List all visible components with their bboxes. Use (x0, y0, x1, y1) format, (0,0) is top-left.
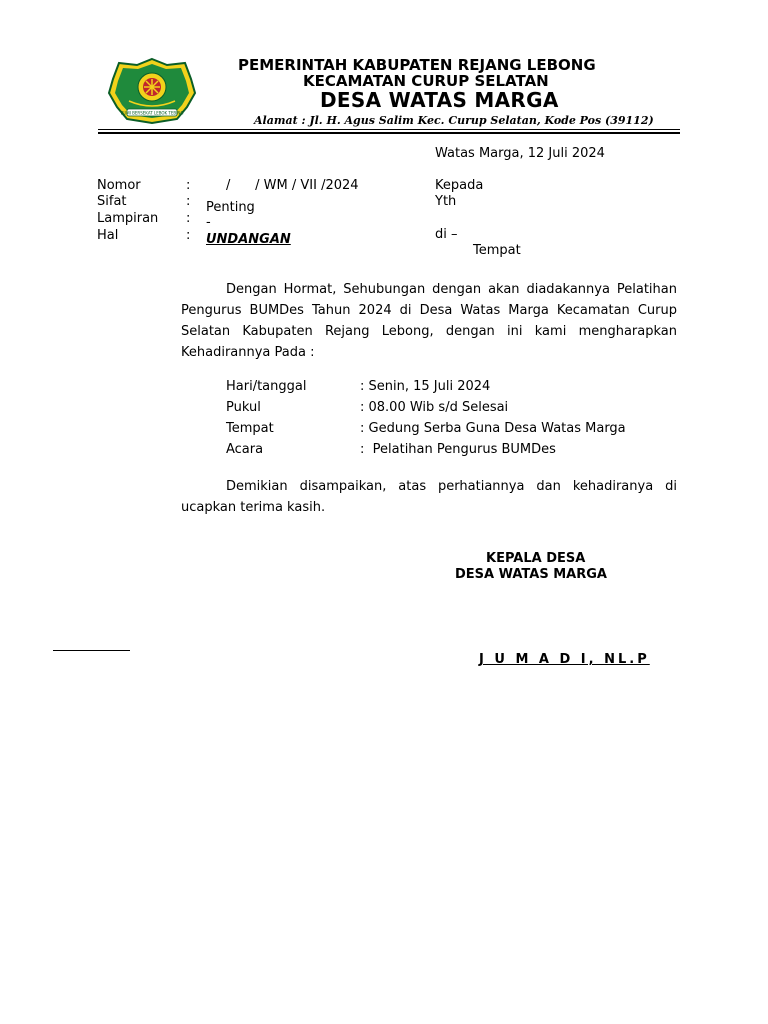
detail-label-pukul: Pukul (226, 400, 261, 415)
signature-name: J U M A D I, NL.P (479, 652, 650, 667)
hal-label: Hal (97, 228, 119, 243)
letterhead-rule-thick (98, 132, 680, 134)
closing-text: Demikian disampaikan, atas perhatiannya dan kehadiranya di ucapkan terima kasih. (181, 479, 677, 515)
letterhead-line-village: DESA WATAS MARGA (320, 88, 559, 112)
sifat-value: Penting (206, 200, 255, 215)
lampiran-value: - (206, 215, 211, 230)
recipient-tempat: Tempat (473, 243, 521, 258)
letterhead-address: Alamat : Jl. H. Agus Salim Kec. Curup Selatan, Kode Pos (39112) (254, 114, 654, 127)
letter-date: Watas Marga, 12 Juli 2024 (435, 146, 605, 161)
detail-value-pukul: : 08.00 Wib s/d Selesai (360, 400, 509, 415)
letterhead-line-regency: PEMERINTAH KABUPATEN REJANG LEBONG (238, 56, 596, 74)
signature-title-kepala: KEPALA DESA (486, 551, 586, 566)
hal-colon: : (186, 228, 191, 243)
nomor-colon: : (186, 178, 191, 193)
logo-motto: BUMI BERSEKAT LEBOK TEBING (120, 110, 184, 116)
detail-value-tempat: : Gedung Serba Guna Desa Watas Marga (360, 421, 626, 436)
nomor-label: Nomor (97, 178, 141, 193)
letterhead-line-district: KECAMATAN CURUP SELATAN (303, 72, 549, 90)
nomor-value: / / WM / VII /2024 (226, 178, 359, 193)
lampiran-label: Lampiran (97, 211, 159, 226)
detail-value-hari: : Senin, 15 Juli 2024 (360, 379, 491, 394)
hal-value-undangan: UNDANGAN (206, 232, 291, 247)
detail-label-acara: Acara (226, 442, 264, 457)
signature-title-desa: DESA WATAS MARGA (455, 567, 607, 582)
sifat-colon: : (186, 194, 191, 209)
opening-text: Dengan Hormat, Sehubungan dengan akan diadakannya Pelatihan Pengurus BUMDes Tahun 2024 di Desa Watas Marga Kecamatan Curup Selatan Kabupaten Rejang Lebong, dengan ini kami mengharapkan Kehadirannya Pada : (181, 282, 677, 360)
detail-value-acara: : Pelatihan Pengurus BUMDes (360, 442, 556, 457)
village-emblem-logo (107, 57, 197, 125)
left-divider-line (53, 650, 130, 651)
closing-paragraph (181, 476, 677, 518)
sifat-label: Sifat (97, 194, 127, 209)
recipient-di: di – (435, 227, 458, 242)
detail-label-tempat: Tempat (226, 421, 274, 436)
detail-label-hari: Hari/tanggal (226, 379, 307, 394)
lampiran-colon: : (186, 211, 191, 226)
recipient-yth: Yth (435, 194, 457, 209)
opening-paragraph (181, 279, 677, 363)
letterhead-rule-thin (98, 129, 680, 130)
recipient-kepada: Kepada (435, 178, 484, 193)
